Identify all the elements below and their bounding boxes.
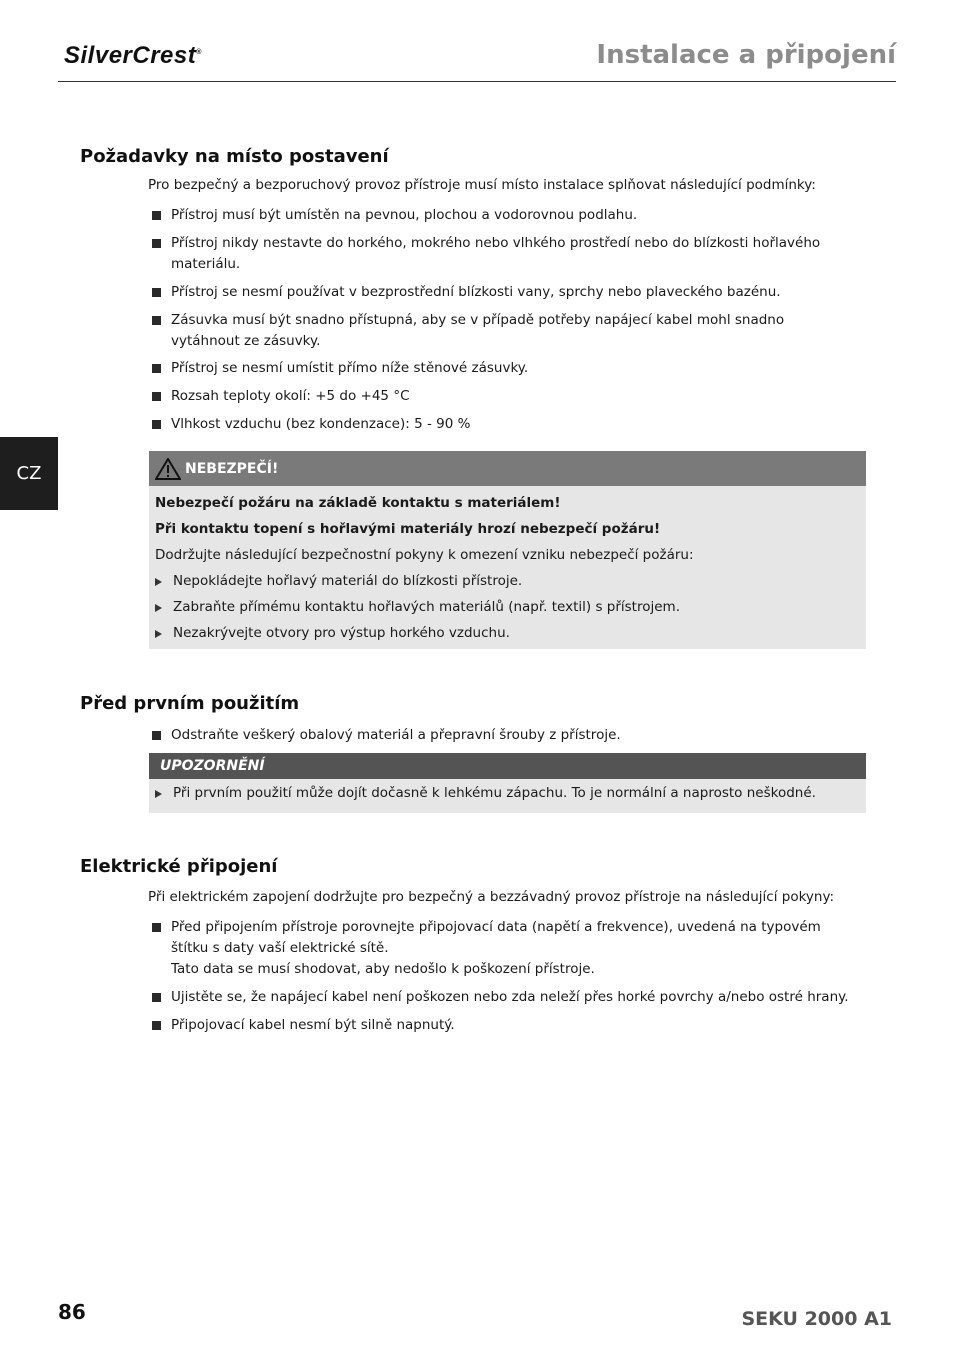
section-heading-before-first-use: Před prvním použitím — [80, 693, 300, 714]
list-item: Přístroj musí být umístěn na pevnou, plochou a vodorovnou podlahu. — [152, 205, 867, 226]
square-bullet-icon — [152, 211, 161, 220]
header-divider — [58, 81, 896, 82]
arrow-bullet-icon — [155, 604, 162, 612]
square-bullet-icon — [152, 288, 161, 297]
list-item: Připojovací kabel nesmí být silně napnutý. — [152, 1015, 867, 1036]
section-heading-electrical-connection: Elektrické připojení — [80, 856, 278, 877]
page-header-title: Instalace a připojení — [596, 40, 896, 70]
notice-box — [149, 753, 866, 813]
list-item: Nezakrývejte otvory pro výstup horkého vzduchu. — [155, 620, 860, 646]
notice-label: UPOZORNĚNÍ — [160, 758, 265, 774]
list-item: Nepokládejte hořlavý materiál do blízkosti přístroje. — [155, 568, 860, 594]
list-item: Ujistěte se, že napájecí kabel není poškozen nebo zda neleží přes horké povrchy a/nebo ostré hrany. — [152, 987, 867, 1008]
section-heading-location-requirements: Požadavky na místo postavení — [80, 146, 389, 167]
danger-header — [149, 451, 866, 486]
arrow-bullet-icon — [155, 790, 162, 798]
square-bullet-icon — [152, 923, 161, 932]
list-item: Odstraňte veškerý obalový materiál a přepravní šrouby z přístroje. — [152, 725, 867, 746]
section-intro: Pro bezpečný a bezporuchový provoz přístroje musí místo instalace splňovat následující podmínky: — [148, 177, 816, 193]
list-item: Při prvním použití může dojít dočasně k lehkému zápachu. To je normální a naprosto neškodné. — [155, 780, 860, 806]
danger-intro: Dodržujte následující bezpečnostní pokyny k omezení vzniku nebezpečí požáru: — [155, 547, 694, 563]
section-intro: Při elektrickém zapojení dodržujte pro bezpečný a bezzávadný provoz přístroje na následující pokyny: — [148, 889, 835, 905]
electrical-list — [152, 917, 867, 1036]
square-bullet-icon — [152, 1021, 161, 1030]
list-item: Přístroj se nesmí používat v bezprostřední blízkosti vany, sprchy nebo plaveckého bazénu. — [152, 282, 867, 303]
square-bullet-icon — [152, 316, 161, 325]
language-tab: CZ — [0, 437, 58, 510]
list-item: Zabraňte přímému kontaktu hořlavých materiálů (např. textil) s přístrojem. — [155, 594, 860, 620]
warning-triangle-icon — [155, 458, 181, 480]
danger-label: NEBEZPEČÍ! — [185, 460, 279, 477]
arrow-bullet-icon — [155, 578, 162, 586]
danger-body — [149, 486, 866, 654]
danger-box — [149, 451, 866, 649]
notice-body — [149, 779, 866, 814]
page-number: 86 — [58, 1300, 86, 1324]
list-item: Zásuvka musí být snadno přístupná, aby se v případě potřeby napájecí kabel mohl snadno vytáhnout ze zásuvky. — [152, 310, 851, 352]
square-bullet-icon — [152, 392, 161, 401]
arrow-bullet-icon — [155, 630, 162, 638]
notice-header — [149, 753, 866, 779]
square-bullet-icon — [152, 239, 161, 248]
list-item: Vlhkost vzduchu (bez kondenzace): 5 - 90 % — [152, 414, 867, 435]
square-bullet-icon — [152, 731, 161, 740]
square-bullet-icon — [152, 420, 161, 429]
danger-bold-line: Nebezpečí požáru na základě kontaktu s materiálem! — [155, 495, 561, 511]
square-bullet-icon — [152, 993, 161, 1002]
model-name: SEKU 2000 A1 — [741, 1308, 892, 1330]
requirements-list — [152, 205, 867, 435]
list-item: Rozsah teploty okolí: +5 do +45 °C — [152, 386, 867, 407]
square-bullet-icon — [152, 364, 161, 373]
list-item: Před připojením přístroje porovnejte připojovací data (napětí a frekvence), uvedená na typovém štítku s daty vaší elektrické sítě. Tato data se musí shodovat, aby nedošlo k poškození přístroje. — [152, 917, 861, 980]
danger-bold-line: Při kontaktu topení s hořlavými materiály hrozí nebezpečí požáru! — [155, 521, 661, 537]
brand-logo: SilverCrest® — [64, 42, 202, 69]
list-item: Přístroj nikdy nestavte do horkého, mokrého nebo vlhkého prostředí nebo do blízkosti hořlavého materiálu. — [152, 233, 867, 275]
list-item: Přístroj se nesmí umístit přímo níže stěnové zásuvky. — [152, 358, 867, 379]
first-use-list — [152, 725, 867, 746]
